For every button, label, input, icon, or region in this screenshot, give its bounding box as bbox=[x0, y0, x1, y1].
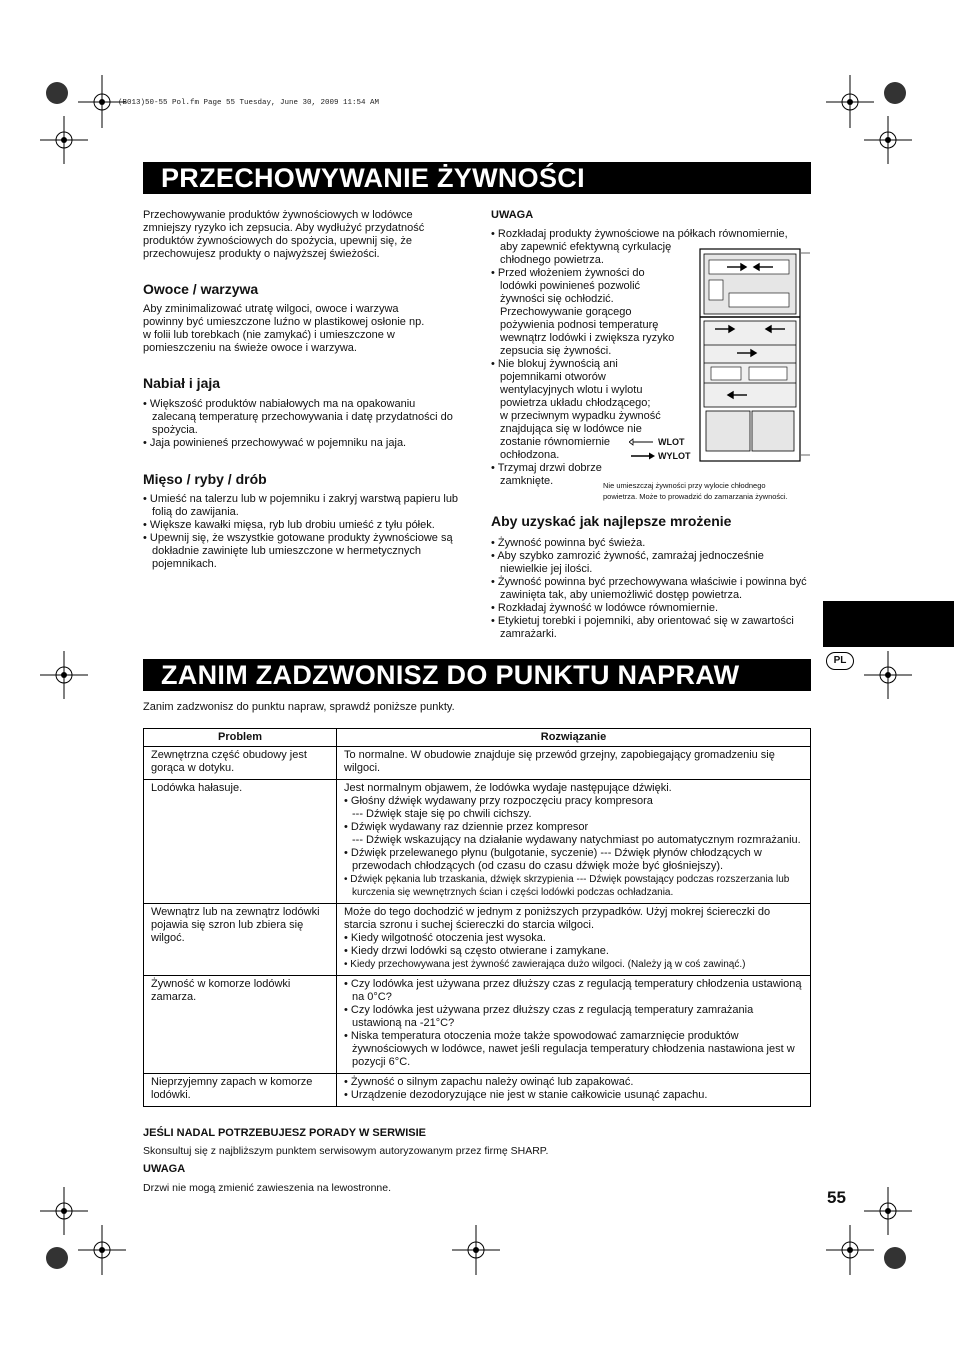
list-item: • Rozkładaj produkty żywnościowe na półkach równomiernie, aby zapewnić efektywną cyrkulację chłodnego powietrza. bbox=[491, 228, 811, 267]
freezing-heading: Aby uzyskać jak najlepsze mrożenie bbox=[491, 513, 732, 529]
fruits-text: Aby zminimalizować utratę wilgoci, owoce i warzywa powinny być umieszczone luźno w plastikowej osłonie np. w folii lub torebkach (nie zamykać) i umieszczone w pomieszczeniu na świeże owoce i warzywa. bbox=[143, 303, 425, 354]
list-item: • Etykietuj torebki i pojemniki, aby orientować się w zawartości zamrażarki. bbox=[491, 615, 813, 641]
illustration-caption: Nie umieszczaj żywności przy wylocie chłodnego powietrza. Może to prowadzić do zamarzania żywności. bbox=[603, 481, 788, 501]
service-text: Skonsultuj się z najbliższym punktem serwisowym autoryzowanym przez firmę SHARP. bbox=[143, 1145, 549, 1157]
table-row bbox=[144, 904, 811, 976]
problem-cell: Żywność w komorze lodówki zamarza. bbox=[144, 976, 337, 1074]
troubleshooting-table bbox=[143, 728, 811, 1107]
service-heading: JEŚLI NADAL POTRZEBUJESZ PORADY W SERWISIE bbox=[143, 1127, 426, 1139]
table-row bbox=[144, 747, 811, 780]
section-title-service: ZANIM ZADZWONISZ DO PUNKTU NAPRAW bbox=[143, 659, 811, 691]
list-item: • Trzymaj drzwi dobrze zamknięte. bbox=[491, 462, 811, 488]
service-note-heading: UWAGA bbox=[143, 1163, 186, 1175]
service-note-text: Drzwi nie mogą zmienić zawieszenia na lewostronne. bbox=[143, 1182, 392, 1194]
table-row bbox=[144, 1074, 811, 1107]
meat-heading: Mięso / ryby / drób bbox=[143, 471, 267, 487]
file-header-line: (B013)50-55 Pol.fm Page 55 Tuesday, June 30, 2009 11:54 AM bbox=[118, 99, 380, 107]
side-tab bbox=[823, 601, 954, 647]
fruits-heading: Owoce / warzywa bbox=[143, 281, 259, 297]
list-item: • Upewnij się, że wszystkie gotowane produkty żywnościowe są dokładnie zawinięte lub umieszczone w hermetycznych pojemnikach. bbox=[143, 532, 465, 571]
list-item: • Większe kawałki mięsa, ryb lub drobiu umieść z tyłu półek. bbox=[143, 519, 465, 532]
table-header-solution: Rozwiązanie bbox=[337, 729, 811, 747]
language-badge: PL bbox=[826, 652, 854, 670]
list-item: • Nie blokuj żywnością ani pojemnikami otworów wentylacyjnych wlotu i wylotu powietrza układu chłodzącego; w przeciwnym wypadku żywność znajdująca się w lodówce nie zostanie równomiernie ochłodzona. bbox=[491, 358, 811, 462]
solution-cell: To normalne. W obudowie znajduje się przewód grzejny, zapobiegający gromadzeniu się wilgoci. bbox=[337, 747, 811, 780]
fridge-airflow-illustration bbox=[697, 245, 811, 467]
dairy-list bbox=[143, 398, 458, 450]
list-item: • Żywność powinna być przechowywana właściwie i powinna być zawinięta tak, aby uniemożliwić dostęp powietrza. bbox=[491, 576, 813, 602]
list-item: • Żywność powinna być świeża. bbox=[491, 537, 813, 550]
solution-cell: • Czy lodówka jest używana przez dłuższy czas z regulacją temperatury chłodzenia ustawioną na 0°C? • Czy lodówka jest używana przez dłuższy czas z regulacją temperatury zamrażania ustawioną na -21°C? • Niska temperatura otoczenia może także spowodować zamarznięcie produktów żywnościowych w lodówce, nawet jeśli regulacja temperatury chłodzenia nastawiona jest w pozycji 6°C. bbox=[337, 976, 811, 1074]
section-title-storage: PRZECHOWYWANIE ŻYWNOŚCI bbox=[143, 162, 811, 194]
problem-cell: Nieprzyjemny zapach w komorze lodówki. bbox=[144, 1074, 337, 1107]
dairy-heading: Nabiał i jaja bbox=[143, 375, 221, 391]
list-item: • Jaja powinieneś przechowywać w pojemniku na jaja. bbox=[143, 437, 458, 450]
legend-outlet-label: WYLOT bbox=[658, 451, 691, 461]
list-item: • Rozkładaj żywność w lodówce równomiernie. bbox=[491, 602, 813, 615]
storage-intro: Przechowywanie produktów żywnościowych w lodówce zmniejszy ryzyko ich zepsucia. Aby wydłużyć przydatność produktów żywnościowych do spożycia, upewnij się, że przechowujesz produkty o najwyższej świeżości. bbox=[143, 209, 425, 260]
problem-cell: Zewnętrzna część obudowy jest gorąca w dotyku. bbox=[144, 747, 337, 780]
service-intro: Zanim zadzwonisz do punktu napraw, sprawdź poniższe punkty. bbox=[143, 701, 455, 713]
table-row bbox=[144, 780, 811, 904]
solution-cell: Może do tego dochodzić w jednym z poniższych przypadków. Użyj mokrej ściereczki do starcia szronu i suchej ściereczki do starcia wilgoci. • Kiedy wilgotność otoczenia jest wysoka. • Kiedy drzwi lodówki są często otwierane i zamykane. • Kiedy przechowywana jest żywność zawierająca dużo wilgoci. (Należy ją w coś zawinąć.) bbox=[337, 904, 811, 976]
list-item: • Większość produktów nabiałowych ma na opakowaniu zalecaną temperaturę przechowywania i datę przydatności do spożycia. bbox=[143, 398, 458, 437]
meat-list bbox=[143, 493, 465, 571]
problem-cell: Wewnątrz lub na zewnątrz lodówki pojawia się szron lub zbiera się wilgoć. bbox=[144, 904, 337, 976]
legend-inlet-label: WLOT bbox=[658, 437, 685, 447]
note-heading: UWAGA bbox=[491, 209, 534, 221]
freezing-list bbox=[491, 537, 813, 641]
solution-cell: • Żywność o silnym zapachu należy owinąć lub zapakować. • Urządzenie dezodoryzujące nie jest w stanie całkowicie usunąć zapachu. bbox=[337, 1074, 811, 1107]
list-item: • Umieść na talerzu lub w pojemniku i zakryj warstwą papieru lub folią do zawijania. bbox=[143, 493, 465, 519]
problem-cell: Lodówka hałasuje. bbox=[144, 780, 337, 904]
list-item: • Aby szybko zamrozić żywność, zamrażaj jednocześnie niewielkie jej ilości. bbox=[491, 550, 813, 576]
solution-cell: Jest normalnym objawem, że lodówka wydaje następujące dźwięki. • Głośny dźwięk wydawany przy rozpoczęciu pracy kompresora --- Dźwięk staje się po chwili cichszy. • Dźwięk wydawany raz dziennie przez kompresor --- Dźwięk wskazujący na działanie wydawany natychmiast po automatycznym rozmrażaniu. • Dźwięk przelewanego płynu (bulgotanie, syczenie) --- Dźwięk płynów chłodzących w przewodach chłodzących (od czasu do czasu dźwięk może być głośniejszy). • Dźwięk pękania lub trzaskania, dźwięk skrzypienia --- Dźwięk powstający podczas rozszerzania lub kurczenia się wewnętrznych ścian i części lodówki podczas ochładzania. bbox=[337, 780, 811, 904]
list-item: • Przed włożeniem żywności do lodówki powinieneś pozwolić żywności się ochłodzić. Przechowywanie gorącego pożywienia podnosi temperaturę wewnątrz lodówki i zwiększa ryzyko zepsucia się żywności. bbox=[491, 267, 811, 358]
table-row bbox=[144, 976, 811, 1074]
page-number: 55 bbox=[827, 1188, 846, 1207]
table-header-problem: Problem bbox=[144, 729, 337, 747]
airflow-legend-arrows bbox=[629, 437, 657, 463]
